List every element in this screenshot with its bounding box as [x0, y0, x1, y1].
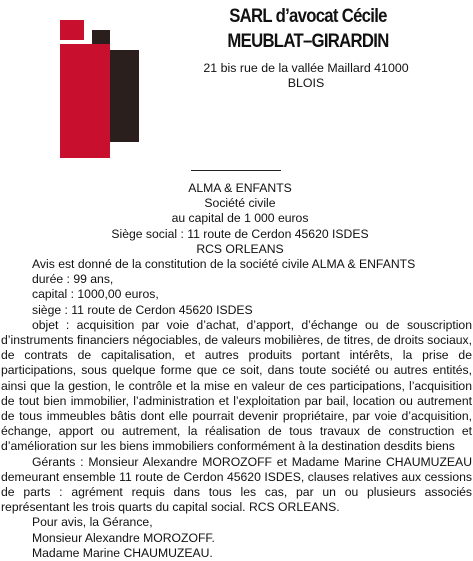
separator-rule [191, 170, 281, 171]
company-form: Société civile [204, 196, 276, 211]
notice-closing: Pour avis, la Gérance, [32, 515, 153, 530]
company-capital: au capital de 1 000 euros [171, 211, 309, 226]
firm-logo [0, 0, 180, 165]
logo-white-gap [110, 44, 114, 50]
notice-seat: siège : 11 route de Cerdon 45620 ISDES [32, 302, 253, 317]
firm-name [211, 4, 405, 54]
notice-signatory-1: Monsieur Alexandre MOROZOFF. [32, 530, 215, 545]
logo-red-square [60, 20, 84, 40]
firm-address: 21 bis rue de la vallée Maillard 41000 BLOIS [203, 61, 409, 90]
firm-name-line1: SARL d’avocat Cécile [229, 6, 387, 27]
notice-object: objet : acquisition par voie d’achat, d’apport, d’échange ou de souscription d’instruments financiers négociables, de valeurs mobilières, de titres, de droits sociaux, de contrats de capitalisation, et autres produits portant intérêts, la prise de participations, sous quelque forme que ce soit, dans toute société ou autres entités, ainsi que la gestion, le contrôle et la mise en valeur de ces participations, l’acquisition de tout bien immobilier, l’administration et l’exploitation par bail, location ou autrement de tous immeubles bâtis dont elle pourrait devenir propriétaire, par voie d’acquisition, échange, apport ou autrement, la réalisation de tous travaux de construction et d’amélioration sur les biens immobiliers conformément à la destination desdits biens [1, 317, 472, 454]
logo-red-pillar [60, 44, 110, 158]
notice-duration: durée : 99 ans, [32, 272, 114, 287]
notice-signatory-2: Madame Marine CHAUMUZEAU. [32, 545, 213, 560]
company-rcs: RCS ORLEANS [196, 241, 284, 256]
notice-intro: Avis est donné de la constitution de la société civile ALMA & ENFANTS [32, 257, 416, 271]
company-header [100, 181, 380, 257]
notice-body [1, 257, 472, 561]
logo-dark-square-top [92, 30, 110, 46]
company-name: ALMA & ENFANTS [188, 181, 292, 195]
notice-capital: capital : 1000,00 euros, [32, 287, 159, 302]
company-seat: Siège social : 11 route de Cerdon 45620 ISDES [111, 226, 369, 241]
notice-managers: Gérants : Monsieur Alexandre MOROZOFF et Madame Marine CHAUMUZEAU demeurant ensemble 11 route de Cerdon 45620 ISDES, clauses relatives aux cessions de parts : agrément requis dans tous les cas, par un ou plusieurs associés représentant les trois quarts du capital social. RCS ORLEANS. [1, 454, 472, 515]
firm-name-line2: MEUBLAT–GIRARDIN [227, 31, 389, 52]
